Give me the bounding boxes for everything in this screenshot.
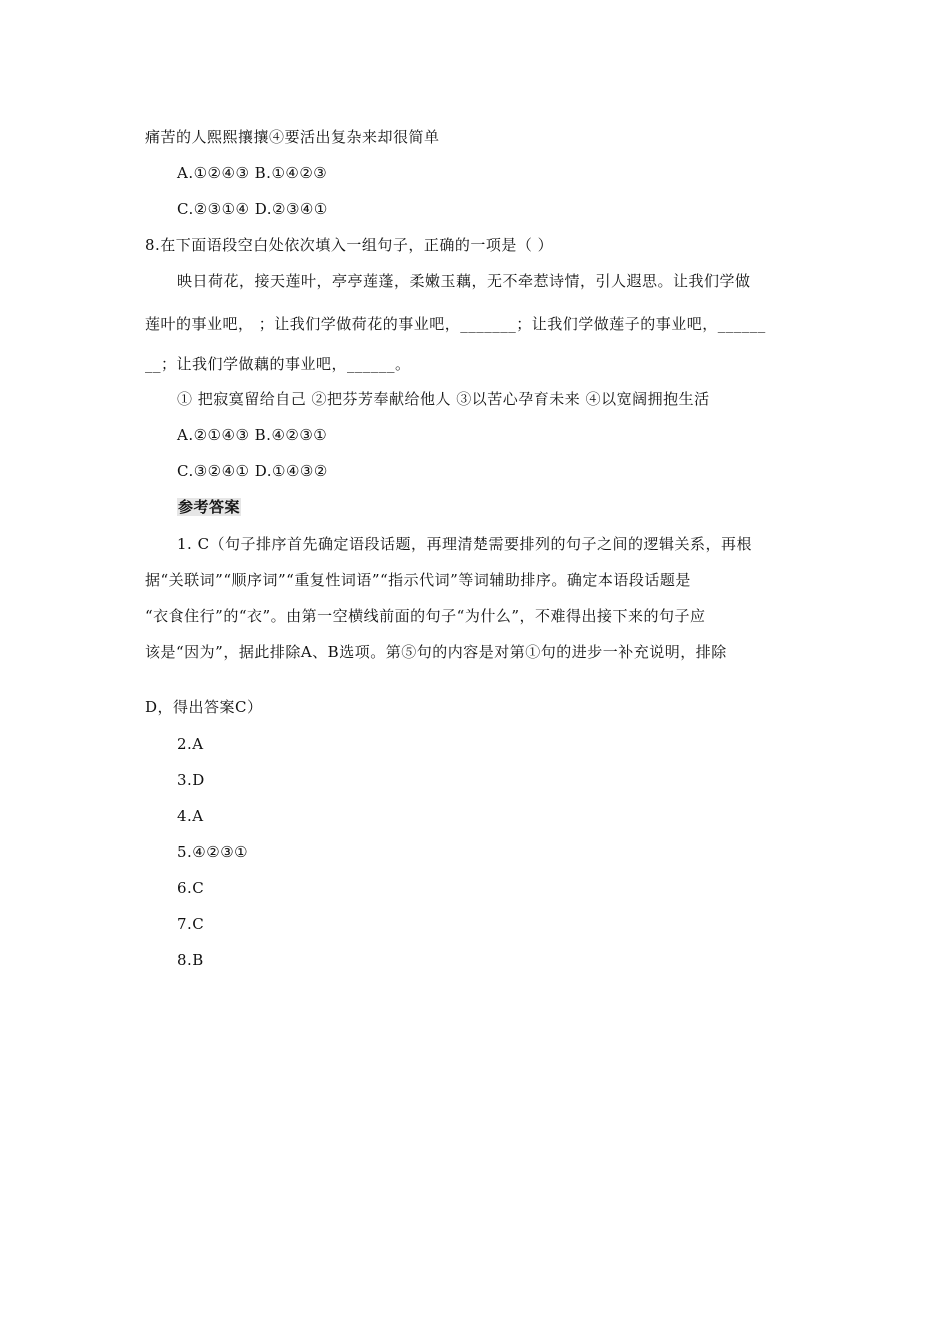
answer-1-line5: D，得出答案C） <box>145 698 263 716</box>
answer-1-line2: 据“关联词”“顺序词”“重复性词语”“指示代词”等词辅助排序。确定本语段话题是 <box>145 571 691 589</box>
answer-4: 4.A <box>177 807 204 825</box>
answer-6: 6.C <box>177 879 205 897</box>
answer-1-line4: 该是“因为”，据此排除A、B选项。第⑤句的内容是对第①句的进步一补充说明，排除 <box>145 643 727 661</box>
answer-3: 3.D <box>177 771 205 789</box>
q7-options-cd: C.②③①④ D.②③④① <box>177 200 328 218</box>
q8-choices: ① 把寂寞留给自己 ②把芬芳奉献给他人 ③以苦心孕育未来 ④以宽阔拥抱生活 <box>177 390 710 408</box>
answer-1-line1: 1. C（句子排序首先确定语段话题，再理清楚需要排列的句子之间的逻辑关系，再根 <box>177 535 753 553</box>
answer-8: 8.B <box>177 951 204 969</box>
q8-passage-line3: __；让我们学做藕的事业吧，______。 <box>145 355 411 373</box>
answers-heading <box>177 497 241 517</box>
q8-options-ab: A.②①④③ B.④②③① <box>177 426 328 444</box>
q8-passage-line2: 莲叶的事业吧， ；让我们学做荷花的事业吧，_______；让我们学做莲子的事业吧，______ <box>145 315 766 333</box>
answer-5: 5.④②③① <box>177 843 249 861</box>
answer-1-line3: “衣食住行”的“衣”。由第一空横线前面的句子“为什么”，不难得出接下来的句子应 <box>145 607 706 625</box>
answer-2: 2.A <box>177 735 204 753</box>
q7-options-ab: A.①②④③ B.①④②③ <box>177 164 328 182</box>
q8-options-cd: C.③②④① D.①④③② <box>177 462 328 480</box>
q7-tail-text: 痛苦的人熙熙攘攘④要活出复杂来却很简单 <box>145 128 440 146</box>
q8-passage-line1: 映日荷花，接天莲叶，亭亭莲蓬，柔嫩玉藕，无不牵惹诗情，引人遐思。让我们学做 <box>177 272 751 290</box>
answers-heading-text: 参考答案 <box>178 498 241 516</box>
answer-7: 7.C <box>177 915 205 933</box>
q8-stem: 8.在下面语段空白处依次填入一组句子，正确的一项是（ ） <box>145 236 554 254</box>
